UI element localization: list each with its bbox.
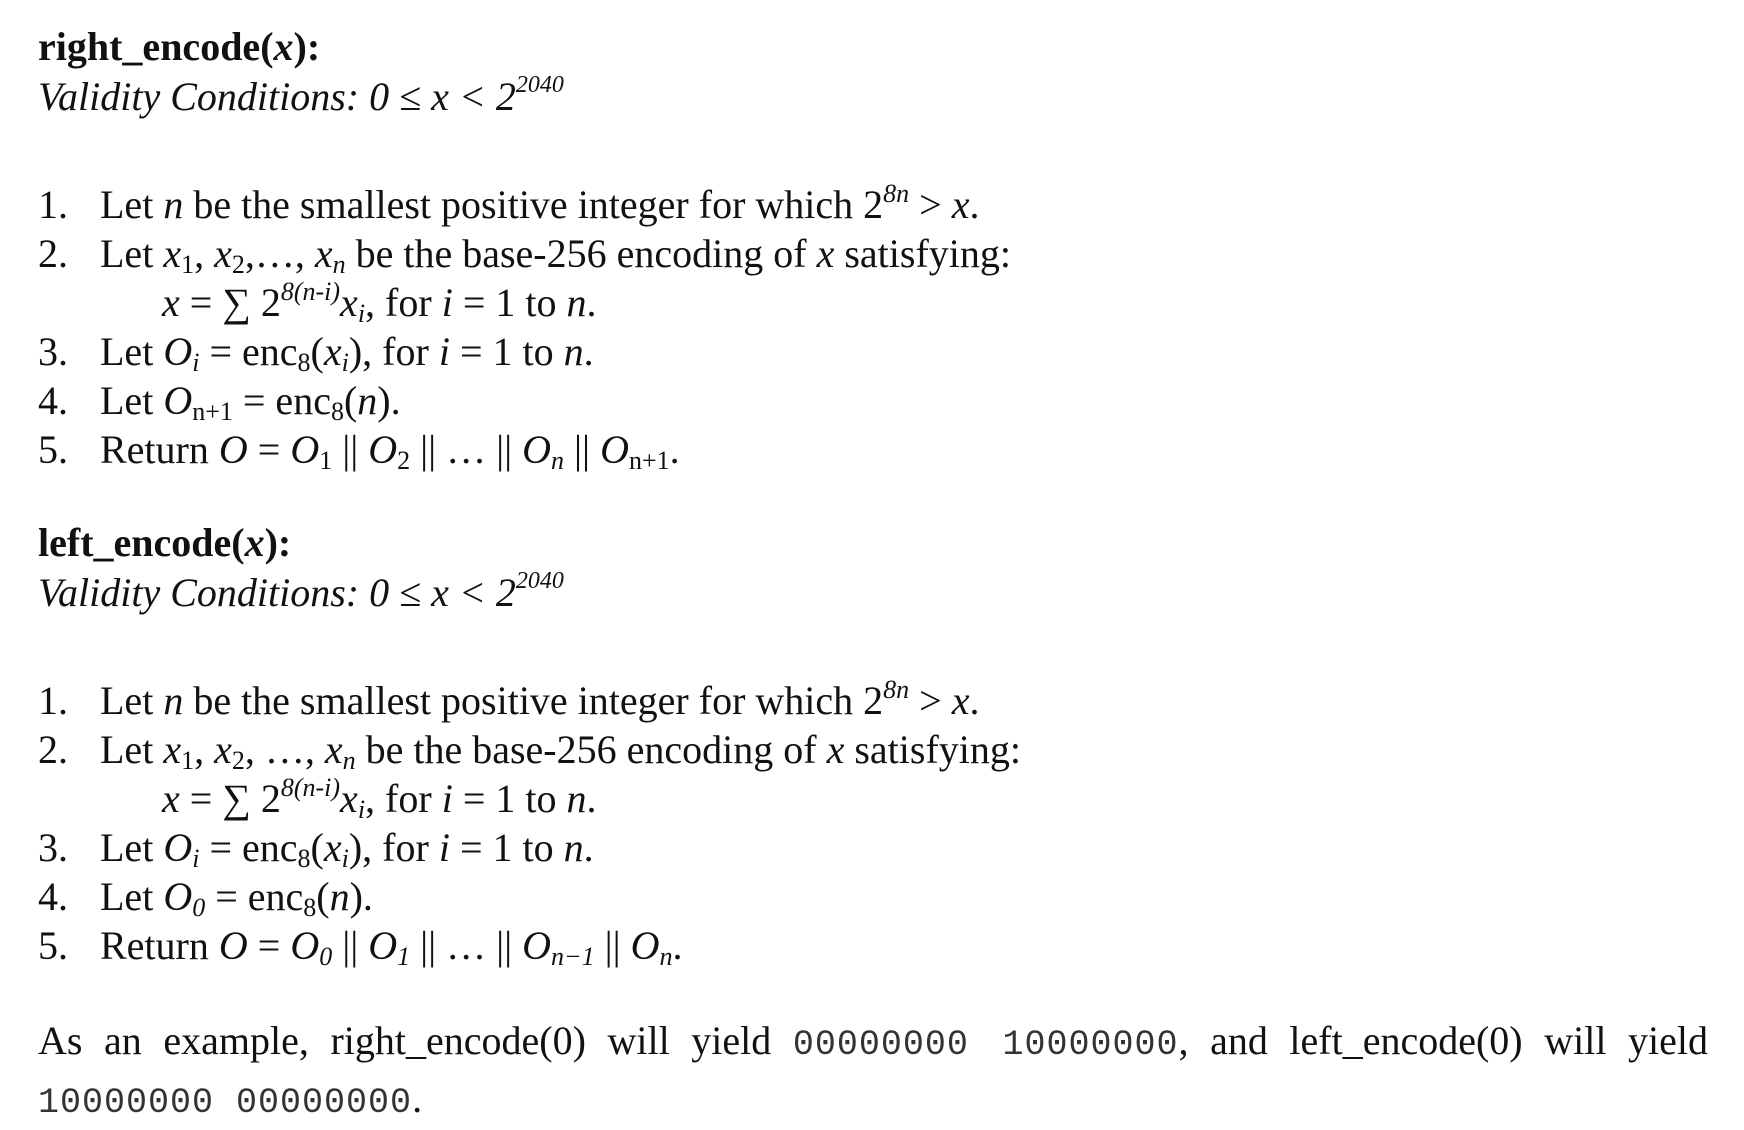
step-fragment: O: [163, 378, 193, 423]
subscript: n−1: [551, 942, 595, 971]
step-fragment: x: [324, 727, 343, 772]
left-encode-section: [38, 518, 1718, 970]
step-fragment: || … ||: [410, 923, 523, 968]
step-fragment: O: [290, 427, 320, 472]
step-fragment: x: [323, 329, 342, 374]
step-fragment: x: [340, 776, 358, 821]
step-text: [100, 676, 979, 725]
function-arg: x: [244, 520, 265, 565]
step-fragment: satisfying:: [844, 727, 1022, 772]
step-text: [100, 823, 594, 872]
step-fragment: ||: [332, 427, 369, 472]
step-fragment: = 1 to: [449, 329, 564, 374]
subscript: i: [341, 348, 349, 377]
step-fragment: (: [343, 378, 358, 423]
step-fragment: = ∑ 2: [179, 280, 281, 325]
step-fragment: Let: [100, 678, 164, 723]
step-fragment: n: [357, 378, 378, 423]
step-fragment: = enc: [199, 825, 298, 870]
step-fragment: .: [669, 427, 680, 472]
step-fragment: x: [162, 776, 180, 821]
step-fragment: = enc: [199, 329, 298, 374]
step-fragment: n: [163, 182, 184, 227]
step-fragment: Let: [100, 727, 164, 772]
step-item: [38, 872, 1718, 921]
step-fragment: ,: [194, 231, 215, 276]
superscript: 8n: [883, 675, 910, 704]
step-fragment: i: [438, 329, 450, 374]
step-text: [100, 180, 979, 229]
superscript: 8n: [883, 179, 910, 208]
step-number: 1.: [38, 678, 68, 723]
subscript: 8: [330, 397, 344, 426]
step-text: [100, 327, 594, 376]
subscript: 2: [231, 250, 245, 279]
right-encode-heading: [38, 22, 1718, 72]
step-fragment: O: [522, 427, 552, 472]
step-fragment: = enc: [205, 874, 304, 919]
step-fragment: be the smallest positive integer for which 2: [183, 678, 884, 723]
step-fragment: .: [586, 776, 597, 821]
step-fragment: = 1 to: [449, 825, 564, 870]
subscript: 1: [397, 942, 411, 971]
example-code-right: 00000000 10000000: [792, 1025, 1179, 1065]
step-fragment: (: [310, 825, 324, 870]
step-fragment: O: [368, 427, 398, 472]
step-fragment: = 1 to: [452, 776, 567, 821]
function-name: left_encode(: [38, 520, 245, 565]
step-fragment: O: [163, 874, 193, 919]
subscript: 8: [297, 348, 311, 377]
step-fragment: .: [672, 923, 683, 968]
step-fragment: ,: [194, 727, 215, 772]
step-item: [38, 229, 1718, 278]
step-fragment: x: [163, 231, 182, 276]
step-fragment: = 1 to: [452, 280, 567, 325]
validity-text: Validity Conditions: 0 ≤ x < 2: [38, 570, 516, 615]
example-paragraph: [38, 1014, 1708, 1130]
step-text: [100, 376, 401, 425]
step-fragment: =: [247, 427, 291, 472]
step-fragment: x: [214, 231, 232, 276]
step-fragment: x: [163, 727, 182, 772]
step-text: [100, 425, 680, 474]
step-fragment: Let: [100, 231, 164, 276]
left-encode-heading: [38, 518, 1718, 568]
step-item: [38, 725, 1718, 774]
subscript: 2: [231, 746, 245, 775]
step-fragment: .: [583, 825, 594, 870]
subscript: 8: [297, 844, 311, 873]
step-fragment: x: [826, 727, 845, 772]
steps-list: [38, 180, 1718, 474]
subscript: n+1: [192, 397, 233, 426]
step-fragment: >: [909, 182, 952, 227]
step-fragment: , for: [365, 776, 442, 821]
step-fragment: O: [522, 923, 552, 968]
document: [38, 22, 1718, 1130]
step-fragment: Let: [100, 874, 164, 919]
subscript: 0: [192, 893, 206, 922]
subscript: n+1: [628, 446, 670, 475]
subscript: 2: [397, 446, 411, 475]
step-fragment: .: [969, 182, 980, 227]
step-fragment: be the base-256 encoding of: [345, 231, 817, 276]
step-fragment: x: [314, 231, 333, 276]
step-text: [100, 921, 683, 970]
subscript: n: [332, 250, 346, 279]
step-fragment: n: [329, 874, 350, 919]
step-fragment: i: [441, 776, 453, 821]
step-item: [38, 327, 1718, 376]
step-fragment: x: [214, 727, 232, 772]
subscript: i: [192, 348, 200, 377]
step-fragment: O: [163, 329, 193, 374]
step-fragment: n: [563, 825, 584, 870]
step-number: 4.: [38, 874, 68, 919]
subscript: 1: [181, 746, 195, 775]
subscript: 8: [303, 893, 317, 922]
step-fragment: i: [441, 280, 453, 325]
step-fragment: ), for: [348, 329, 439, 374]
step-fragment: ||: [332, 923, 369, 968]
step-text: [162, 278, 596, 327]
step-item: [38, 921, 1718, 970]
step-formula: [38, 278, 1718, 327]
step-fragment: x: [323, 825, 342, 870]
step-fragment: O: [368, 923, 398, 968]
step-fragment: ||: [594, 923, 631, 968]
step-fragment: be the smallest positive integer for which 2: [183, 182, 884, 227]
step-fragment: n: [563, 329, 584, 374]
step-fragment: .: [586, 280, 597, 325]
subscript: i: [357, 299, 366, 328]
function-name: right_encode(: [38, 24, 274, 69]
validity-exponent: 2040: [515, 72, 564, 98]
subscript: n: [342, 746, 356, 775]
validity-text: Validity Conditions: 0 ≤ x < 2: [38, 74, 516, 119]
subscript: 1: [181, 250, 195, 279]
step-fragment: i: [438, 825, 450, 870]
example-code-left: 10000000 00000000: [38, 1083, 413, 1123]
step-number: 2.: [38, 231, 68, 276]
step-fragment: x: [340, 280, 358, 325]
step-fragment: n: [163, 678, 184, 723]
step-item: [38, 425, 1718, 474]
step-fragment: =: [247, 923, 291, 968]
function-arg: x: [273, 24, 294, 69]
superscript: 8(n-i): [280, 277, 341, 306]
step-fragment: ).: [377, 378, 401, 423]
step-fragment: .: [969, 678, 980, 723]
step-formula: [38, 774, 1718, 823]
step-number: 3.: [38, 825, 68, 870]
subscript: i: [192, 844, 200, 873]
validity-exponent: 2040: [515, 568, 564, 594]
step-fragment: x: [951, 678, 970, 723]
step-item: [38, 676, 1718, 725]
example-text: .: [412, 1076, 423, 1121]
step-fragment: satisfying:: [834, 231, 1012, 276]
step-fragment: (: [310, 329, 324, 374]
step-fragment: ), for: [348, 825, 439, 870]
step-text: [162, 774, 596, 823]
step-fragment: (: [316, 874, 330, 919]
step-item: [38, 376, 1718, 425]
subscript: i: [341, 844, 349, 873]
step-fragment: be the base-256 encoding of: [355, 727, 827, 772]
step-fragment: Let: [100, 329, 164, 374]
step-fragment: Let: [100, 825, 164, 870]
step-number: 5.: [38, 923, 68, 968]
step-fragment: Return: [100, 923, 219, 968]
step-number: 2.: [38, 727, 68, 772]
step-fragment: O: [218, 923, 248, 968]
step-fragment: O: [600, 427, 629, 472]
step-text: [100, 725, 1021, 774]
step-item: [38, 180, 1718, 229]
step-fragment: , …,: [244, 727, 325, 772]
step-fragment: O: [218, 427, 248, 472]
function-suffix: ):: [264, 520, 292, 565]
step-fragment: O: [163, 825, 193, 870]
step-number: 5.: [38, 427, 68, 472]
step-item: [38, 823, 1718, 872]
step-fragment: n: [566, 280, 587, 325]
example-text: As an example, right_encode(0) will yield: [38, 1018, 793, 1063]
subscript: 0: [319, 942, 333, 971]
subscript: i: [357, 795, 366, 824]
step-number: 3.: [38, 329, 68, 374]
step-fragment: ,…,: [244, 231, 315, 276]
step-fragment: x: [162, 280, 180, 325]
example-text: , and left_encode(0) will yield: [1178, 1018, 1708, 1063]
step-fragment: ||: [564, 427, 601, 472]
subscript: n: [551, 446, 565, 475]
step-text: [100, 229, 1011, 278]
step-fragment: || … ||: [410, 427, 523, 472]
step-fragment: O: [630, 923, 660, 968]
step-fragment: = ∑ 2: [179, 776, 281, 821]
step-fragment: ).: [349, 874, 373, 919]
subscript: n: [659, 942, 673, 971]
step-fragment: Let: [100, 378, 164, 423]
step-number: 4.: [38, 378, 68, 423]
step-number: 1.: [38, 182, 68, 227]
function-suffix: ):: [293, 24, 321, 69]
step-fragment: >: [909, 678, 952, 723]
step-fragment: x: [816, 231, 835, 276]
steps-list: [38, 676, 1718, 970]
validity-conditions: [38, 568, 1718, 618]
step-fragment: x: [951, 182, 970, 227]
step-fragment: Return: [100, 427, 219, 472]
right-encode-section: [38, 22, 1718, 474]
step-fragment: n: [566, 776, 587, 821]
step-fragment: Let: [100, 182, 164, 227]
step-fragment: O: [290, 923, 320, 968]
subscript: 1: [319, 446, 333, 475]
step-fragment: .: [583, 329, 594, 374]
step-text: [100, 872, 373, 921]
superscript: 8(n-i): [280, 773, 341, 802]
step-fragment: = enc: [232, 378, 331, 423]
step-fragment: , for: [365, 280, 442, 325]
validity-conditions: [38, 72, 1718, 122]
